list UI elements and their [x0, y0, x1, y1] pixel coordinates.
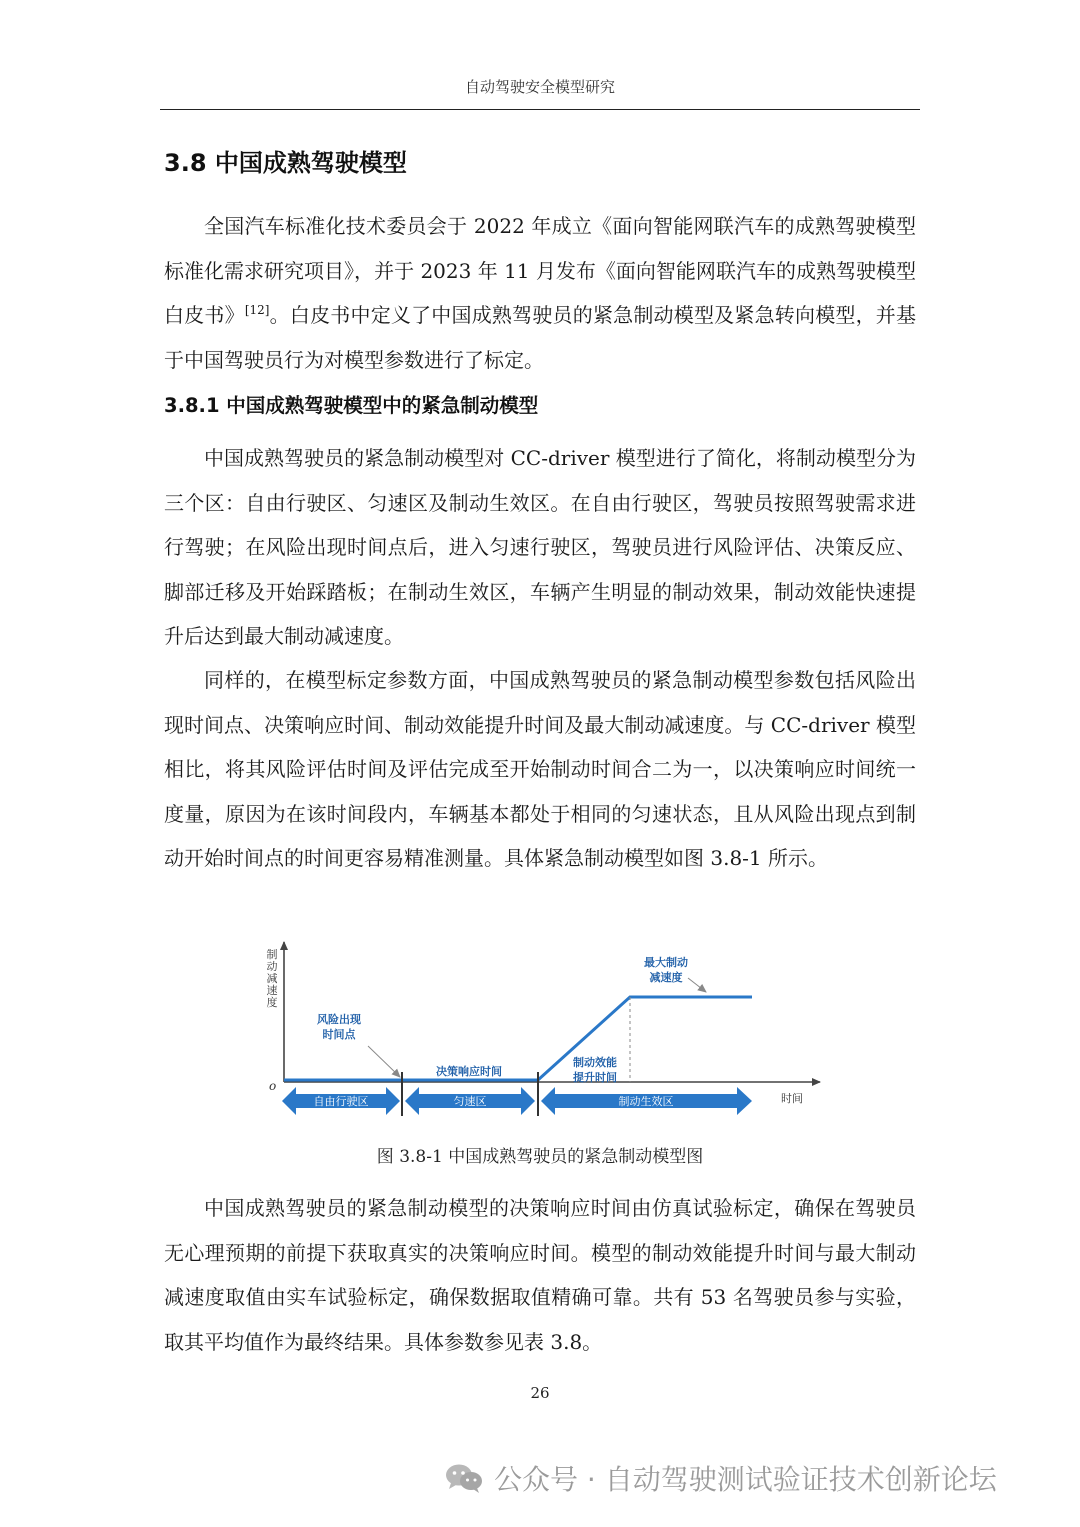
page-number: 26 — [530, 1384, 550, 1402]
risk-time-label: 时间点 — [322, 1028, 356, 1041]
subsection-title: 3.8.1 中国成熟驾驶模型中的紧急制动模型 — [164, 394, 539, 417]
zone-label-braking: 制动生效区 — [618, 1095, 674, 1108]
paragraph-parameters: 同样的，在模型标定参数方面，中国成熟驾驶员的紧急制动模型参数包括风险出现时间点、决策响应时间、制动效能提升时间及最大制动减速度。与 CC-driver 模型相比，将其风险评估时间及评估完成至开始制动时间合二为一，以决策响应时间统一度量，原因为在该时间段内，车辆基本都处于相同的匀速状态，且从风险出现点到制动开始时间点的时间更容易精准测量。具体紧急制动模型如图 3.8-1 所示。 — [164, 668, 916, 870]
running-header: 自动驾驶安全模型研究 — [464, 78, 615, 96]
x-axis-label: 时间 — [781, 1092, 803, 1105]
risk-pointer-arrow — [368, 1046, 400, 1077]
risk-time-label: 风险出现 — [317, 1013, 361, 1026]
y-axis-label-char: 动 — [266, 960, 278, 973]
max-decel-label: 最大制动 — [644, 956, 688, 969]
braking-model-diagram — [240, 930, 840, 1130]
paragraph-calibration: 中国成熟驾驶员的紧急制动模型的决策响应时间由仿真试验标定，确保在驾驶员无心理预期的前提下获取真实的决策响应时间。模型的制动效能提升时间与最大制动减速度取值由实车试验标定，确保数据取值精确可靠。共有 53 名驾驶员参与实验，取其平均值作为最终结果。具体参数参见表 3.8。 — [164, 1196, 916, 1354]
efficiency-time-label: 制动效能 — [573, 1056, 617, 1069]
y-axis-label-char: 制 — [266, 948, 278, 961]
citation-ref[interactable]: [12] — [244, 303, 270, 317]
paragraph-intro-text-end: 。白皮书中定义了中国成熟驾驶员的紧急制动模型及紧急转向模型，并基于中国驾驶员行为对模型参数进行了标定。 — [164, 303, 917, 372]
figure-caption: 图 3.8-1 中国成熟驾驶员的紧急制动模型图 — [376, 1147, 704, 1167]
paragraph-braking-zones: 中国成熟驾驶员的紧急制动模型对 CC-driver 模型进行了简化，将制动模型分为三个区：自由行驶区、匀速区及制动生效区。在自由行驶区，驾驶员按照驾驶需求进行驾驶；在风险出现时间点后，进入匀速行驶区，驾驶员进行风险评估、决策反应、脚部迁移及开始踩踏板；在制动生效区，车辆产生明显的制动效果，制动效能快速提升后达到最大制动减速度。 — [164, 446, 916, 648]
wechat-icon — [444, 1462, 484, 1494]
paragraph-intro-text: 全国汽车标准化技术委员会于 2022 年成立《面向智能网联汽车的成熟驾驶模型标准化需求研究项目》，并于 2023 年 11 月发布《面向智能网联汽车的成熟驾驶模型白皮书》 — [164, 214, 916, 327]
efficiency-time-label: 提升时间 — [573, 1071, 617, 1084]
decision-time-label: 决策响应时间 — [436, 1065, 502, 1078]
y-axis-label-char: 度 — [266, 996, 278, 1009]
y-axis-label-char: 减 — [266, 972, 278, 985]
watermark-text: 公众号 · 自动驾驶测试验证技术创新论坛 — [494, 1463, 997, 1496]
zone-label-free: 自由行驶区 — [313, 1095, 369, 1108]
paragraph-intro — [164, 204, 916, 382]
origin-label: o — [269, 1079, 277, 1093]
section-title: 3.8 中国成熟驾驶模型 — [164, 149, 407, 177]
zone-label-uniform: 匀速区 — [453, 1095, 487, 1108]
watermark — [444, 1458, 997, 1498]
max-decel-pointer-arrow — [688, 978, 706, 992]
header-rule — [160, 109, 920, 110]
y-axis-label-char: 速 — [266, 984, 278, 997]
braking-model-figure — [240, 930, 840, 1130]
max-decel-label: 减速度 — [649, 971, 683, 984]
